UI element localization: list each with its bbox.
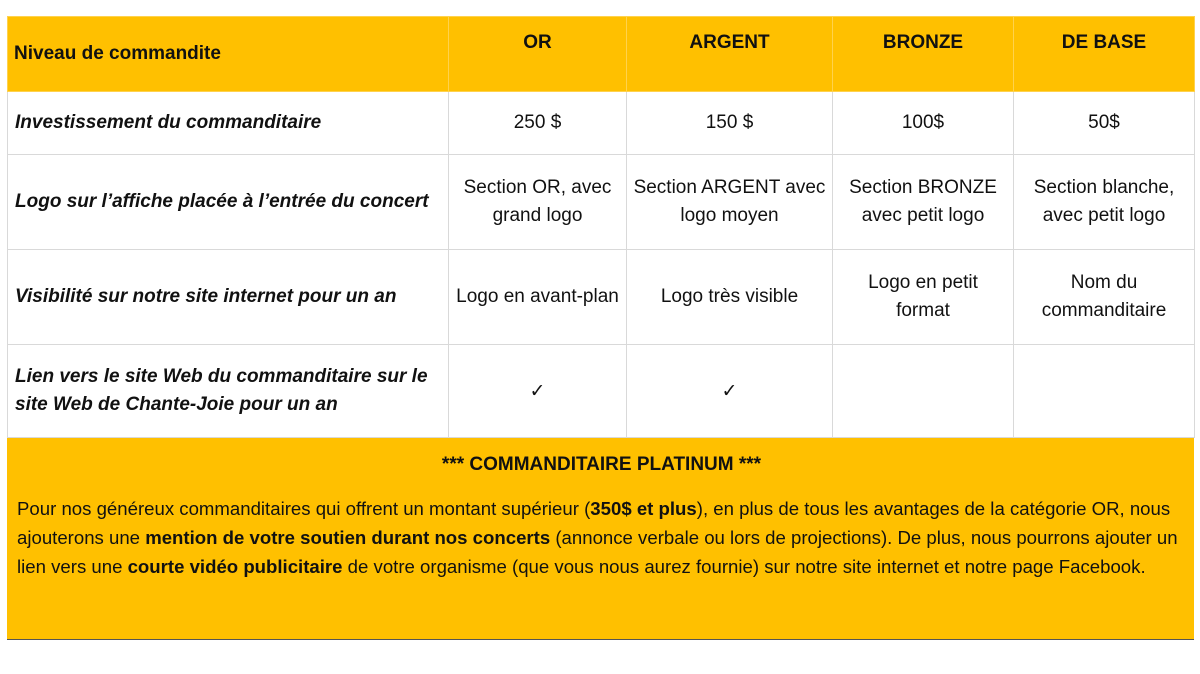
cell-argent: Section ARGENT avec logo moyen — [627, 155, 833, 250]
cell-bronze — [833, 345, 1014, 438]
cell-or: Logo en avant-plan — [449, 250, 627, 345]
cell-argent: Logo très visible — [627, 250, 833, 345]
platinum-text-3: (annonce verbale ou lors de projections). De plus, nous pourrons ajouter un lien vers une — [17, 527, 1178, 577]
platinum-concert-mention: mention de votre soutien durant nos concerts — [145, 527, 551, 548]
table-row-poster-logo — [8, 155, 1195, 250]
header-level-or: OR — [449, 17, 627, 92]
row-label: Logo sur l’affiche placée à l’entrée du concert — [8, 155, 449, 250]
header-level-bronze: BRONZE — [833, 17, 1014, 92]
cell-or: Section OR, avec grand logo — [449, 155, 627, 250]
header-level-de-base: DE BASE — [1014, 17, 1195, 92]
platinum-amount: 350$ et plus — [590, 498, 697, 519]
row-label: Investissement du commanditaire — [8, 92, 449, 155]
platinum-text-1: Pour nos généreux commanditaires qui offrent un montant supérieur ( — [17, 498, 591, 519]
cell-bronze: Logo en petit format — [833, 250, 1014, 345]
platinum-text-4: de votre organisme (que vous nous aurez fournie) sur notre site internet et notre page Facebook. — [342, 556, 1146, 577]
platinum-video: courte vidéo publicitaire — [127, 556, 343, 577]
sponsorship-sheet — [7, 16, 1194, 640]
checkmark-icon: ✓ — [449, 345, 627, 438]
cell-argent: 150 $ — [627, 92, 833, 155]
platinum-section — [7, 438, 1194, 640]
cell-de-base: Section blanche, avec petit logo — [1014, 155, 1195, 250]
cell-or: 250 $ — [449, 92, 627, 155]
platinum-description — [17, 494, 1186, 581]
row-label: Lien vers le site Web du commanditaire sur le site Web de Chante-Joie pour un an — [8, 345, 449, 438]
header-level-argent: ARGENT — [627, 17, 833, 92]
table-row-investment — [8, 92, 1195, 155]
cell-de-base: 50$ — [1014, 92, 1195, 155]
checkmark-icon: ✓ — [627, 345, 833, 438]
row-label: Visibilité sur notre site internet pour un an — [8, 250, 449, 345]
table-header-row — [8, 17, 1195, 92]
header-label: Niveau de commandite — [8, 17, 449, 92]
table-row-web-link — [8, 345, 1195, 438]
cell-de-base — [1014, 345, 1195, 438]
sponsorship-table — [7, 16, 1195, 438]
cell-bronze: 100$ — [833, 92, 1014, 155]
cell-bronze: Section BRONZE avec petit logo — [833, 155, 1014, 250]
table-row-website-visibility — [8, 250, 1195, 345]
platinum-title: *** COMMANDITAIRE PLATINUM *** — [441, 454, 762, 475]
platinum-text-2: ), en plus de tous les avantages de la catégorie OR, nous ajouterons une — [17, 498, 1171, 548]
cell-de-base: Nom du commanditaire — [1014, 250, 1195, 345]
